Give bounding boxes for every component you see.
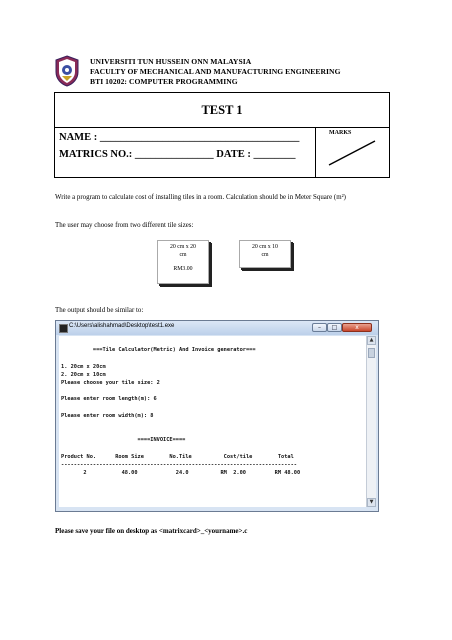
tile-size-unit: cm — [179, 252, 187, 258]
console-text: ===Tile Calculator(Metric) And Invoice generator=== 1. 20cm x 20cm 2. 20cm x 10cm Please choose your tile size: 2 Please enter room length(m): 6 Please enter room width(m): 8 ====INVOICE==== Product No. Room Size No.Tile Cost/tile Total -------------------------------------------------------------------------- 2 48.00 24.0 RM 2.00 RM 48.00 — [61, 347, 301, 477]
name-field: NAME : ______________________________________ — [59, 132, 300, 143]
test-title: TEST 1 — [55, 93, 389, 128]
output-intro-text: The output should be similar to: — [55, 307, 144, 314]
console-output[interactable] — [59, 336, 366, 507]
minimize-button[interactable]: – — [312, 323, 327, 332]
task-text: Write a program to calculate cost of installing tiles in a room. Calculation should be in Meter Square (m²) — [55, 194, 346, 201]
console-window — [55, 320, 379, 512]
tile-size-unit: cm — [261, 252, 269, 258]
window-titlebar[interactable] — [56, 321, 378, 335]
scroll-up-arrow-icon[interactable]: ▲ — [367, 336, 376, 345]
scroll-thumb[interactable] — [368, 348, 375, 358]
tile-option-1 — [157, 240, 209, 284]
tile-choice-text: The user may choose from two different tile sizes: — [55, 222, 194, 229]
matrics-date-field: MATRICS NO.: _______________ DATE : ________ — [59, 149, 296, 160]
tile-size-line: 20 cm x 20 — [170, 244, 196, 250]
vertical-scrollbar[interactable] — [366, 336, 376, 507]
faculty-name: FACULTY OF MECHANICAL AND MANUFACTURING ENGINEERING — [90, 67, 341, 76]
marks-slash-line — [323, 133, 383, 169]
save-instruction: Please save your file on desktop as <matrixcard>_<yourname>.c — [55, 527, 248, 535]
marks-area — [315, 127, 389, 177]
close-button[interactable]: x — [342, 323, 372, 332]
university-logo — [54, 55, 80, 87]
marks-label: MARKS — [329, 130, 352, 136]
university-name: UNIVERSITI TUN HUSSEIN ONN MALAYSIA — [90, 57, 252, 66]
tile-price: RM3.00 — [173, 266, 193, 272]
scroll-down-arrow-icon[interactable]: ▼ — [367, 498, 376, 507]
tile-size-line: 20 cm x 10 — [252, 244, 278, 250]
test-header-box — [54, 92, 390, 178]
student-info-area — [55, 127, 316, 177]
maximize-button[interactable]: □ — [327, 323, 342, 332]
window-title: C:\Users\alishahmad\Desktop\test1.exe — [69, 323, 175, 329]
university-header — [90, 57, 341, 87]
course-code: BTI 10202: COMPUTER PROGRAMMING — [90, 77, 238, 86]
tile-option-2 — [239, 240, 291, 268]
console-app-icon — [59, 324, 68, 333]
